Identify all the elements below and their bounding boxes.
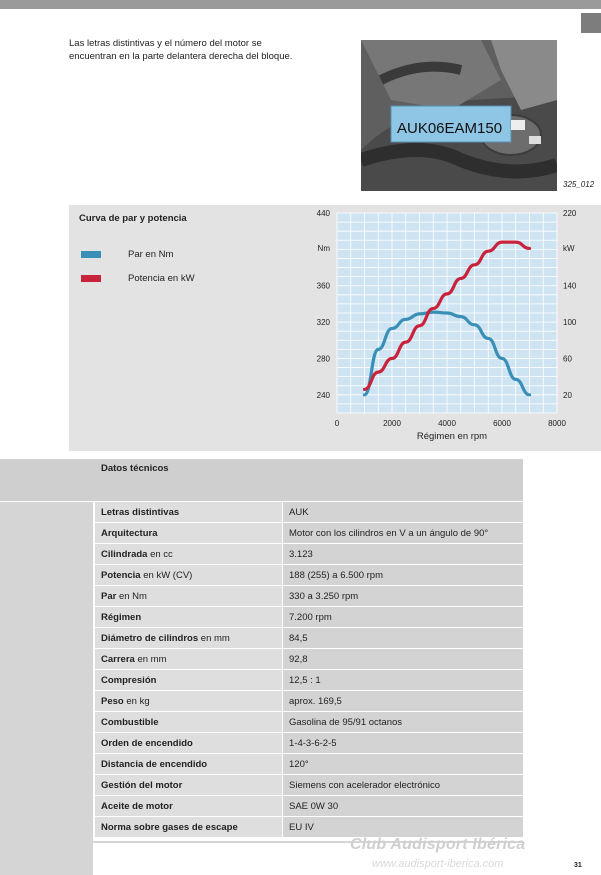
spec-key-label: Carrera [101, 653, 135, 665]
x-tick-label: 4000 [438, 419, 456, 428]
datos-title: Datos técnicos [101, 463, 169, 474]
spec-value: 330 a 3.250 rpm [283, 586, 524, 607]
spec-key-label: Cilindrada [101, 548, 148, 560]
spec-key [95, 733, 283, 754]
spec-key-unit: en kg [123, 695, 150, 707]
spec-value: EU IV [283, 817, 524, 838]
table-row [95, 754, 523, 775]
engine-number-text: AUK06EAM150 [397, 120, 503, 137]
spec-key-unit: en cc [147, 548, 173, 560]
photo-caption: 325_012 [563, 180, 595, 189]
spec-key-unit: en mm [134, 653, 167, 665]
y-right-tick-label: 60 [563, 354, 572, 364]
spec-key-label: Distancia de encendido [101, 758, 208, 770]
y-right-tick-label: 220 [563, 209, 577, 218]
spec-value: 12,5 : 1 [283, 670, 524, 691]
spec-key-label: Compresión [101, 674, 157, 686]
spec-key [95, 670, 283, 691]
side-panel [0, 502, 93, 875]
y-right-tick-label: 140 [563, 281, 577, 291]
spec-value: Gasolina de 95/91 octanos [283, 712, 524, 733]
spec-value: 7.200 rpm [283, 607, 524, 628]
datos-header-block [0, 459, 523, 501]
y-right-tick-label: 100 [563, 318, 577, 328]
table-row [95, 544, 523, 565]
spec-key [95, 796, 283, 817]
table-row [95, 712, 523, 733]
y-left-tick-label: 280 [316, 354, 330, 364]
spec-value: aprox. 169,5 [283, 691, 524, 712]
spec-key-label: Par [101, 590, 117, 602]
chart-title: Curva de par y potencia [79, 213, 187, 224]
table-row [95, 586, 523, 607]
table-row [95, 628, 523, 649]
spec-key-label: Aceite de motor [101, 800, 173, 812]
spec-key [95, 607, 283, 628]
y-left-tick-label: 240 [316, 390, 330, 400]
spec-key [95, 649, 283, 670]
watermark-club: Club Audisport Ibérica [350, 836, 526, 853]
table-row [95, 691, 523, 712]
table-row [95, 607, 523, 628]
x-tick-label: 6000 [493, 419, 511, 428]
spec-key-label: Letras distintivas [101, 506, 180, 518]
spec-key-unit: en kW (CV) [140, 569, 193, 581]
x-tick-label: 2000 [383, 419, 401, 428]
spec-key-label: Peso [101, 695, 124, 707]
spec-key [95, 712, 283, 733]
spec-key-label: Régimen [101, 611, 142, 623]
spec-key [95, 565, 283, 586]
spec-value: 92,8 [283, 649, 524, 670]
spec-value: 3.123 [283, 544, 524, 565]
spec-key [95, 775, 283, 796]
spec-key-unit: en mm [198, 632, 230, 644]
spec-key [95, 691, 283, 712]
y-right-tick-label: 20 [563, 390, 572, 400]
spec-key [95, 544, 283, 565]
x-tick-label: 8000 [548, 419, 566, 428]
spec-key [95, 523, 283, 544]
spec-table [95, 502, 523, 838]
spec-key [95, 586, 283, 607]
y-left-tick-label: 440 [316, 209, 330, 218]
x-axis-label: Régimen en rpm [416, 431, 488, 442]
table-row [95, 565, 523, 586]
table-row [95, 775, 523, 796]
spec-key [95, 628, 283, 649]
page-number: 31 [574, 862, 582, 869]
spec-value: 120° [283, 754, 524, 775]
table-row [95, 733, 523, 754]
table-row [95, 670, 523, 691]
spec-value: Motor con los cilindros en V a un ángulo de 90° [283, 523, 524, 544]
spec-key-label: Orden de encendido [101, 737, 193, 749]
spec-value: 188 (255) a 6.500 rpm [283, 565, 524, 586]
spec-key-label: Combustible [101, 716, 159, 728]
spec-value: SAE 0W 30 [283, 796, 524, 817]
table-row [95, 649, 523, 670]
y-left-unit-label: Nm [317, 244, 330, 253]
spec-value: 84,5 [283, 628, 524, 649]
table-row [95, 523, 523, 544]
y-left-tick-label: 360 [316, 281, 330, 291]
legend-label-torque: Par en Nm [128, 249, 174, 260]
spec-key [95, 754, 283, 775]
y-left-tick-label: 320 [316, 318, 330, 328]
spec-value: AUK [283, 502, 524, 523]
spec-value: Siemens con acelerador electrónico [283, 775, 524, 796]
intro-text: Las letras distintivas y el número del motor se encuentran en la parte delantera derecha del bloque. [69, 38, 293, 62]
table-row [95, 502, 523, 523]
spec-key-label: Arquitectura [101, 527, 158, 539]
spec-key [95, 502, 283, 523]
spec-key [95, 817, 283, 838]
x-tick-label: 0 [334, 419, 340, 428]
table-row [95, 817, 523, 838]
spec-value: 1-4-3-6-2-5 [283, 733, 524, 754]
spec-key-label: Potencia [101, 569, 141, 581]
spec-key-label: Diámetro de cilindros [101, 632, 199, 644]
legend-label-power: Potencia en kW [128, 273, 195, 284]
spec-key-unit: en Nm [116, 590, 147, 602]
y-right-unit-label: kW [563, 244, 575, 253]
spec-key-label: Norma sobre gases de escape [101, 821, 238, 833]
spec-key-label: Gestión del motor [101, 779, 183, 791]
table-row [95, 796, 523, 817]
watermark-url: www.audisport-iberica.com [372, 858, 504, 870]
